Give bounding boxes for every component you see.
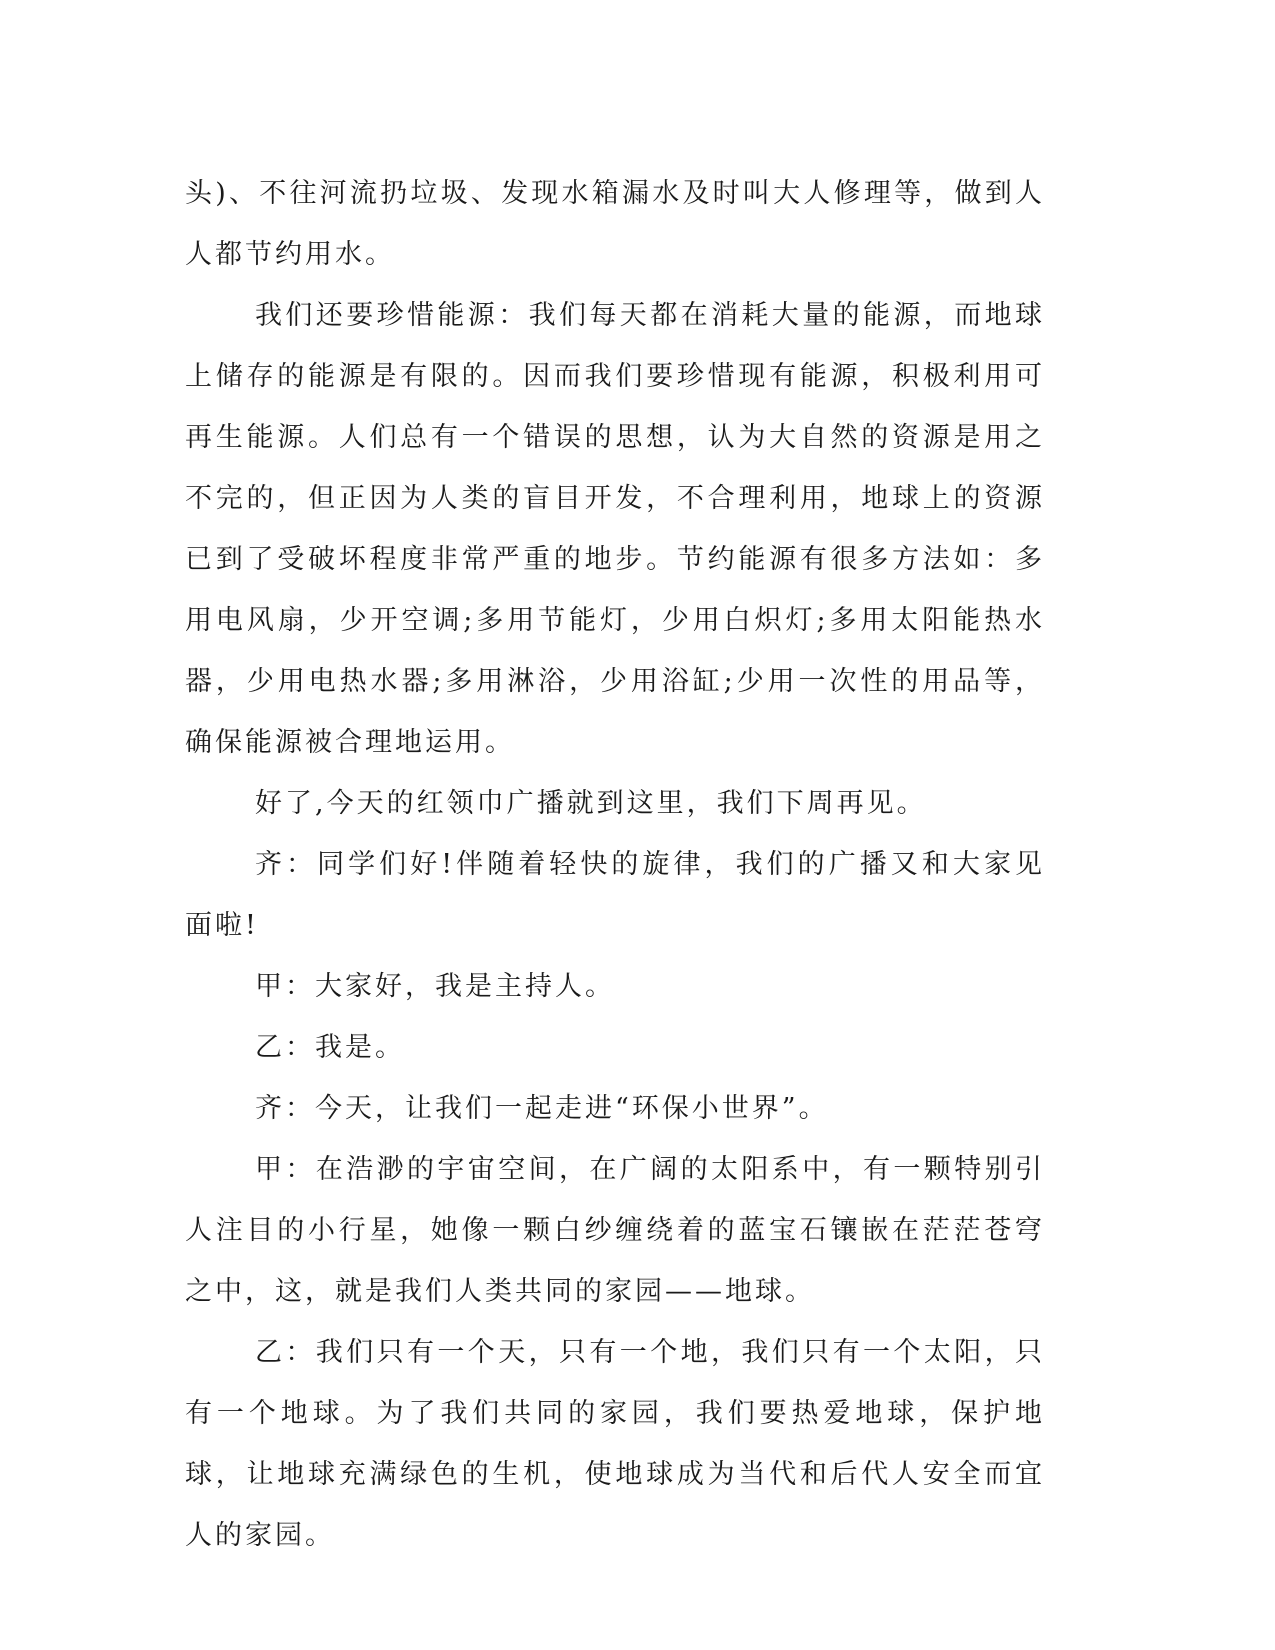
- paragraph-8: 甲：在浩渺的宇宙空间，在广阔的太阳系中，有一颗特别引人注目的小行星，她像一颗白纱缠绕着的蓝宝石镶嵌在茫茫苍穹之中，这，就是我们人类共同的家园——地球。: [185, 1154, 1045, 1307]
- paragraph-4: 齐：同学们好!伴随着轻快的旋律，我们的广播又和大家见面啦!: [185, 849, 1045, 941]
- paragraph-3: 好了,今天的红领巾广播就到这里，我们下周再见。: [255, 788, 927, 819]
- paragraph-1: 头)、不往河流扔垃圾、发现水箱漏水及时叫大人修理等，做到人人都节约用水。: [185, 178, 1045, 270]
- document-body: [185, 163, 1045, 1566]
- paragraph-2: 我们还要珍惜能源：我们每天都在消耗大量的能源，而地球上储存的能源是有限的。因而我们要珍惜现有能源，积极利用可再生能源。人们总有一个错误的思想，认为大自然的资源是用之不完的，但正因为人类的盲目开发，不合理利用，地球上的资源已到了受破坏程度非常严重的地步。节约能源有很多方法如：多用电风扇，少开空调;多用节能灯，少用白炽灯;多用太阳能热水器，少用电热水器;多用淋浴，少用浴缸;少用一次性的用品等，确保能源被合理地运用。: [185, 300, 1045, 758]
- paragraph-5: 甲：大家好，我是主持人。: [255, 971, 615, 1002]
- paragraph-7: 齐：今天，让我们一起走进“环保小世界”。: [255, 1093, 829, 1124]
- paragraph-6: 乙：我是。: [255, 1032, 405, 1063]
- paragraph-9: 乙：我们只有一个天，只有一个地，我们只有一个太阳，只有一个地球。为了我们共同的家园，我们要热爱地球，保护地球，让地球充满绿色的生机，使地球成为当代和后代人安全而宜人的家园。: [185, 1337, 1045, 1551]
